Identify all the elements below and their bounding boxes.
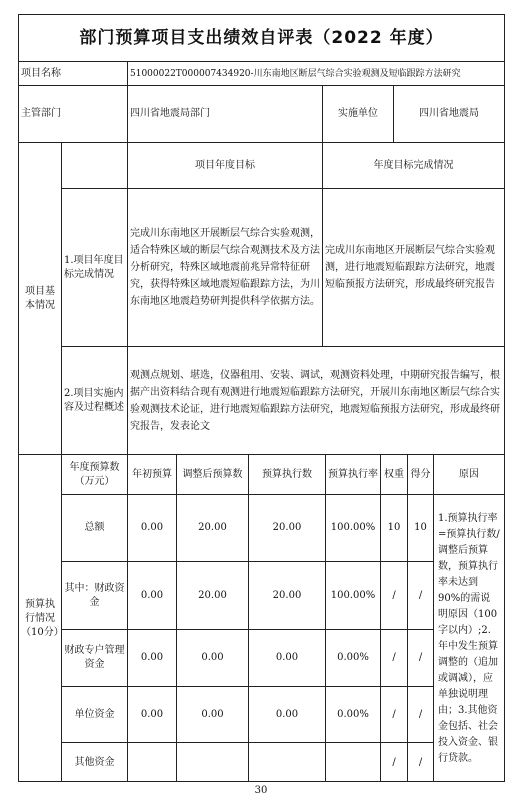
budget-row-name: 其中：财政资金 — [62, 562, 128, 630]
budget-cell: 0.00 — [249, 687, 326, 743]
reason-text: 1.预算执行率=预算执行数/调整后预算数，预算执行率未达到 90%的需说明原因（100 字以内）;2.年中发生预算调整的（追加或调减），应单独说明理由；3.其他资金包括、社会投入资金、银行贷款。 — [438, 512, 500, 764]
budget-cell: 10 — [381, 495, 408, 562]
budget-row-name: 总额 — [62, 495, 128, 562]
budget-col-header-5: 权重 — [381, 455, 408, 495]
impl-text: 观测点规划、堪选，仪器租用、安装、调试，观测资料处理，中期研究报告编写，根据产出资料结合现有观测进行地震短临跟踪方法研究，开展川东南地区断层气综合实验观测技术论证，进行地震短临跟踪方法研究，地震短临预报方法研究，形成最终研究报告，发表论文 — [128, 347, 504, 455]
budget-cell: / — [381, 562, 408, 630]
project-name-label: 项目名称 — [19, 62, 128, 86]
impl-unit-value: 四川省地震局 — [394, 86, 504, 143]
budget-cell — [326, 743, 381, 782]
budget-cell — [249, 743, 326, 782]
budget-col-header-3: 预算执行数 — [249, 455, 326, 495]
budget-cell: 0.00 — [249, 630, 326, 687]
budget-cell: / — [408, 687, 434, 743]
budget-cell: 0.00 — [128, 495, 177, 562]
evaluation-table — [18, 14, 505, 782]
budget-col-header-6: 得分 — [408, 455, 434, 495]
basic-info-label: 项目基本情况 — [19, 143, 62, 455]
supervisor-value: 四川省地震局部门 — [128, 86, 323, 143]
budget-cell: 0.00 — [128, 630, 177, 687]
budget-cell: 100.00% — [326, 562, 381, 630]
budget-cell: 100.00% — [326, 495, 381, 562]
budget-cell: 20.00 — [177, 495, 249, 562]
budget-col-header-4: 预算执行率 — [326, 455, 381, 495]
budget-label: 预算执行情况（10分） — [19, 455, 62, 782]
budget-cell: 0.00 — [128, 562, 177, 630]
budget-col-header-2: 调整后预算数 — [177, 455, 249, 495]
budget-row-name: 财政专户管理资金 — [62, 630, 128, 687]
budget-cell — [177, 743, 249, 782]
budget-cell: / — [408, 630, 434, 687]
budget-cell: 0.00 — [128, 687, 177, 743]
budget-row-name: 其他资金 — [62, 743, 128, 782]
goal-text: 完成川东南地区开展断层气综合实验观测，适合特殊区域的断层气综合观测技术及方法分析研究，特殊区域地震前兆异常特征研究，获得特殊区域地震短临跟踪方法，为川东南地区地震趋势研判提供科学依据方法。 — [128, 189, 323, 347]
row2-label: 2.项目实施内容及过程概述 — [62, 347, 128, 455]
goal-header: 项目年度目标 — [128, 143, 323, 189]
budget-cell: 0.00 — [177, 687, 249, 743]
goal-done-header: 年度目标完成情况 — [323, 143, 504, 189]
budget-col-header-0: 年度预算数（万元） — [62, 455, 128, 495]
budget-cell: 20.00 — [249, 562, 326, 630]
budget-cell: 0.00 — [177, 630, 249, 687]
budget-row-name: 单位资金 — [62, 687, 128, 743]
page-number: 30 — [254, 785, 268, 796]
budget-cell: / — [408, 562, 434, 630]
project-name-value: 51000022T000007434920-川东南地区断层气综合实验观测及短临跟踪方法研究 — [128, 62, 504, 86]
budget-col-header-1: 年初预算 — [128, 455, 177, 495]
row1-label: 1.项目年度目标完成情况 — [62, 189, 128, 347]
page-title: 部门预算项目支出绩效自评表（2022 年度） — [19, 15, 504, 62]
budget-col-header-7: 原因 — [434, 455, 504, 495]
impl-unit-label: 实施单位 — [323, 86, 394, 143]
budget-cell: 0.00% — [326, 630, 381, 687]
budget-cell: 20.00 — [249, 495, 326, 562]
budget-cell: / — [381, 630, 408, 687]
budget-cell: / — [408, 743, 434, 782]
budget-cell: 0.00% — [326, 687, 381, 743]
goal-done-text: 完成川东南地区开展断层气综合实验观测，进行地震短临跟踪方法研究，地震短临预报方法研究，形成最终研究报告 — [323, 189, 504, 347]
budget-cell: 10 — [408, 495, 434, 562]
budget-cell: / — [381, 743, 408, 782]
budget-cell — [128, 743, 177, 782]
budget-cell: / — [381, 687, 408, 743]
budget-cell: 20.00 — [177, 562, 249, 630]
supervisor-label: 主管部门 — [19, 86, 128, 143]
blank-header-cell — [62, 143, 128, 189]
